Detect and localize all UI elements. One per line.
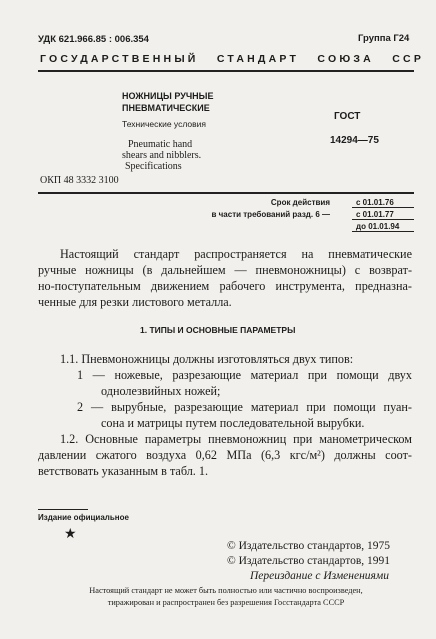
okp-code: ОКП 48 3332 3100 (40, 175, 119, 186)
english-title-2: shears and nibblers. (122, 150, 202, 161)
section-1-heading: 1. ТИПЫ И ОСНОВНЫЕ ПАРАМЕТРЫ (140, 325, 296, 335)
validity-rule-2 (352, 219, 414, 220)
validity-part-label: в части требований разд. 6 — (211, 210, 330, 219)
title-line-1: НОЖНИЦЫ РУЧНЫЕ (122, 91, 214, 101)
type-2-line-1: 2 — вырубные, разрезающие материал при помощи пуан- (77, 400, 412, 414)
type-2-line-2: сона и матрицы путем последовательной вырубки. (101, 416, 365, 430)
official-edition: Издание официальное (38, 513, 129, 522)
copyright-1975: © Издательство стандартов, 1975 (227, 540, 391, 552)
intro-line-1: Настоящий стандарт распространяется на пневматические (60, 247, 412, 261)
group-code: Группа Г24 (358, 33, 410, 44)
footer-rule (38, 509, 88, 510)
header-rule (38, 70, 414, 72)
type-1-line-1: 1 — ножевые, разрезающие материал при помощи двух (77, 368, 412, 382)
type-1-line-2: однолезвийных ножей; (101, 384, 221, 398)
intro-line-3: но-поступательным движением рабочего инструмента, предназна- (38, 279, 412, 293)
paragraph-1-2-line-2: давлении сжатого воздуха 0,62 МПа (6,3 кгс/м²) должны соот- (38, 448, 412, 462)
title-line-2: ПНЕВМАТИЧЕСКИЕ (122, 103, 210, 113)
gost-number: 14294—75 (330, 135, 379, 146)
paragraph-1-1: 1.1. Пневмоножницы должны изготовляться двух типов: (60, 352, 354, 366)
english-title-1: Pneumatic hand (128, 139, 193, 150)
validity-rule-1 (352, 207, 414, 208)
paragraph-1-2-line-3: ветствовать указанным в табл. 1. (38, 464, 209, 478)
reproduction-notice-2: тиражирован и распространен без разрешения Госстандарта СССР (107, 598, 345, 607)
validity-term-value: с 01.01.76 (356, 198, 394, 207)
validity-part-value: с 01.01.77 (356, 210, 394, 219)
reproduction-notice-1: Настоящий стандарт не может быть полностью или частично воспроизведен, (89, 586, 363, 595)
gost-label: ГОСТ (334, 111, 361, 122)
standard-banner: ГОСУДАРСТВЕННЫЙ СТАНДАРТ СОЮЗА ССР (40, 53, 425, 65)
paragraph-1-2-line-1: 1.2. Основные параметры пневмоножниц при манометрическом (60, 432, 412, 446)
udk-code: УДК 621.966.85 : 006.354 (38, 34, 149, 45)
subtitle: Технические условия (122, 119, 206, 129)
validity-rule-3 (352, 231, 414, 232)
english-title-3: Specifications (125, 161, 182, 172)
intro-line-4: ченные для резки листового металла. (38, 295, 232, 309)
validity-until-value: до 01.01.94 (356, 222, 400, 231)
reissue-note: Переиздание с Изменениями (250, 570, 389, 582)
star-mark: ★ (64, 527, 77, 542)
title-rule (38, 192, 414, 194)
copyright-1991: © Издательство стандартов, 1991 (227, 555, 391, 567)
validity-term-label: Срок действия (270, 198, 330, 207)
intro-line-2: ручные ножницы (в дальнейшем — пневмоножницы) с возврат- (38, 263, 412, 277)
